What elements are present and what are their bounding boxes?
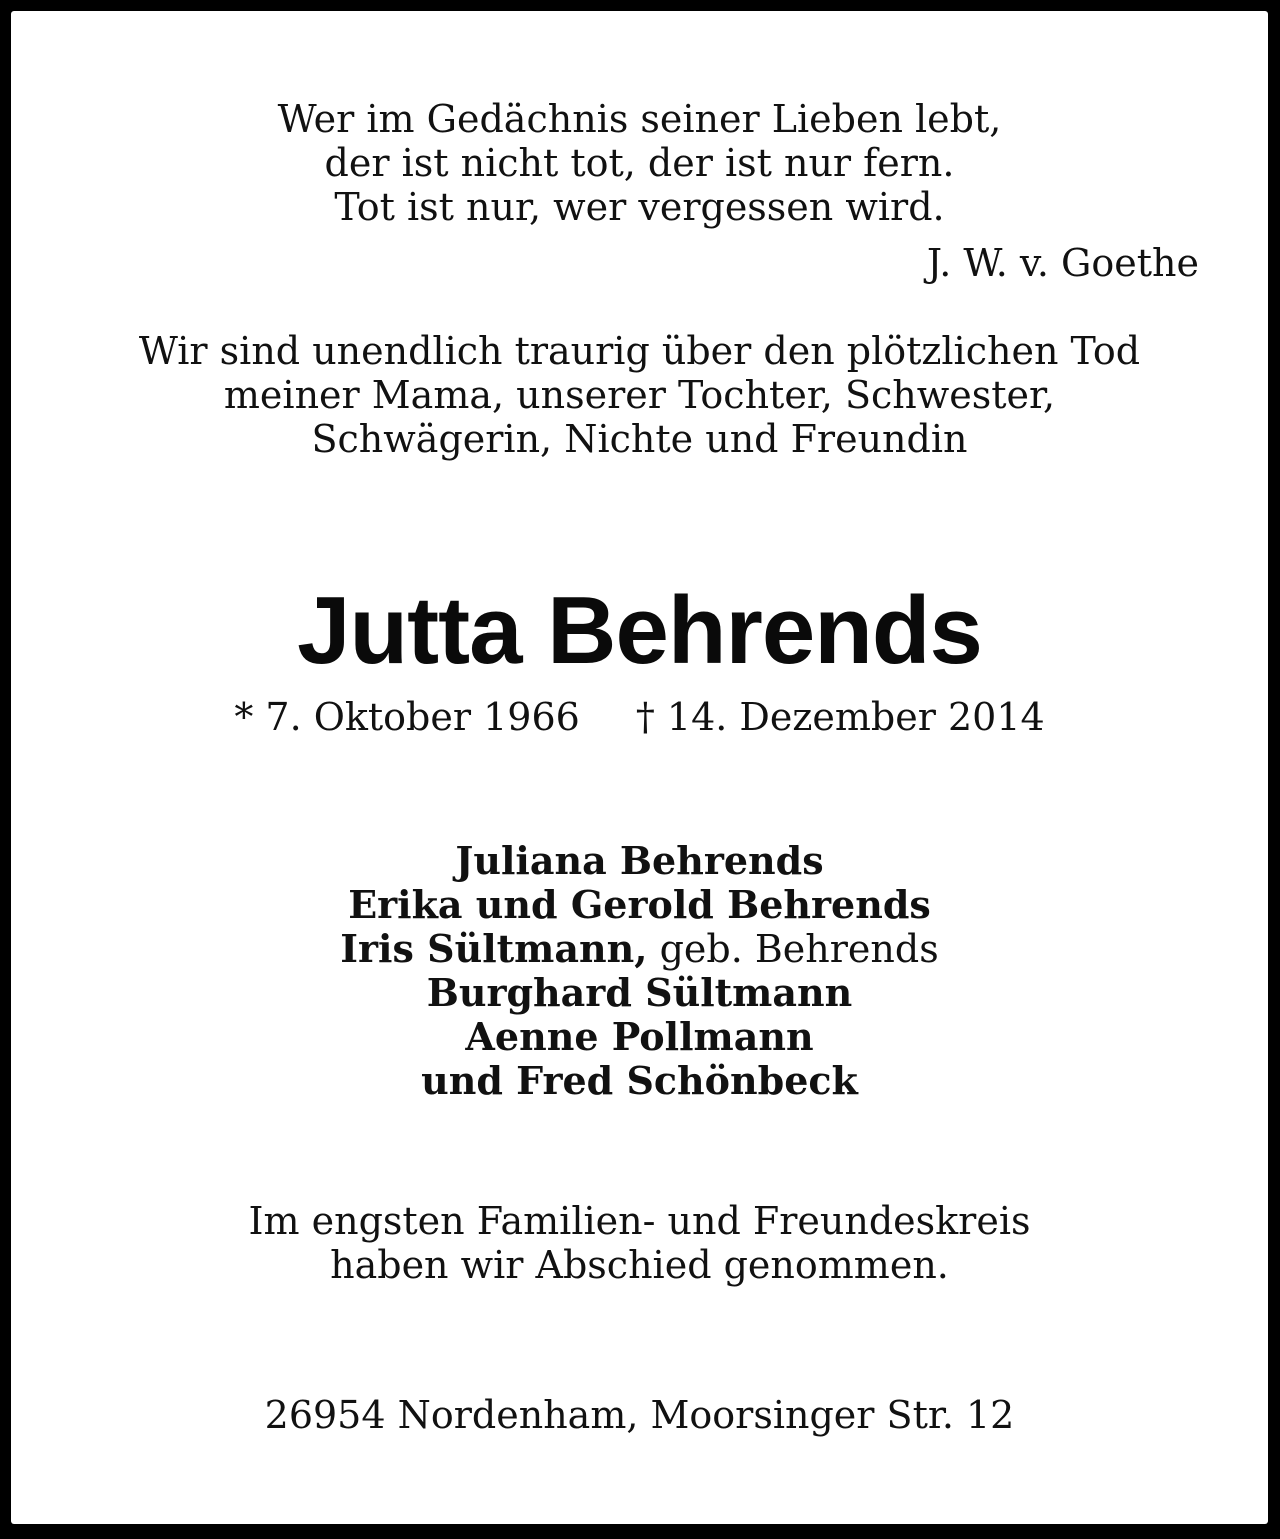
mourner-entry xyxy=(11,1015,1268,1059)
quote-line: Wer im Gedächnis seiner Lieben lebt, xyxy=(277,97,1002,141)
death-date: † 14. Dezember 2014 xyxy=(635,695,1045,739)
obituary-notice xyxy=(11,11,1268,1524)
farewell-line: haben wir Abschied genommen. xyxy=(330,1243,949,1287)
mourner-name: Erika und Gerold Behrends xyxy=(348,882,931,927)
mourner-entry xyxy=(11,883,1268,927)
mourner-suffix: geb. Behrends xyxy=(647,927,939,971)
deceased-name: Jutta Behrends xyxy=(297,577,982,684)
goethe-quote xyxy=(11,97,1268,229)
mourner-name: und Fred Schönbeck xyxy=(421,1058,858,1103)
mourner-name: Juliana Behrends xyxy=(455,838,824,883)
mourner-entry xyxy=(11,971,1268,1015)
mourner-name: Aenne Pollmann xyxy=(465,1014,814,1059)
intro-line: Schwägerin, Nichte und Freundin xyxy=(311,417,968,461)
life-dates xyxy=(11,695,1268,739)
farewell-line: Im engsten Familien- und Freundeskreis xyxy=(248,1199,1031,1243)
mourners-list xyxy=(11,839,1268,1103)
quote-author: J. W. v. Goethe xyxy=(926,241,1199,285)
farewell-text xyxy=(11,1199,1268,1287)
mourner-name: Iris Sültmann, xyxy=(340,926,648,971)
mourner-entry xyxy=(11,1059,1268,1103)
mourner-entry xyxy=(11,927,1268,971)
quote-line: Tot ist nur, wer vergessen wird. xyxy=(334,185,945,229)
quote-line: der ist nicht tot, der ist nur fern. xyxy=(324,141,955,185)
mourner-name: Burghard Sültmann xyxy=(426,970,853,1015)
intro-line: Wir sind unendlich traurig über den plötzlichen Tod xyxy=(138,329,1141,373)
birth-date: * 7. Oktober 1966 xyxy=(234,695,580,739)
intro-text xyxy=(11,329,1268,461)
intro-line: meiner Mama, unserer Tochter, Schwester, xyxy=(223,373,1056,417)
address: 26954 Nordenham, Moorsinger Str. 12 xyxy=(264,1393,1015,1437)
mourner-entry xyxy=(11,839,1268,883)
